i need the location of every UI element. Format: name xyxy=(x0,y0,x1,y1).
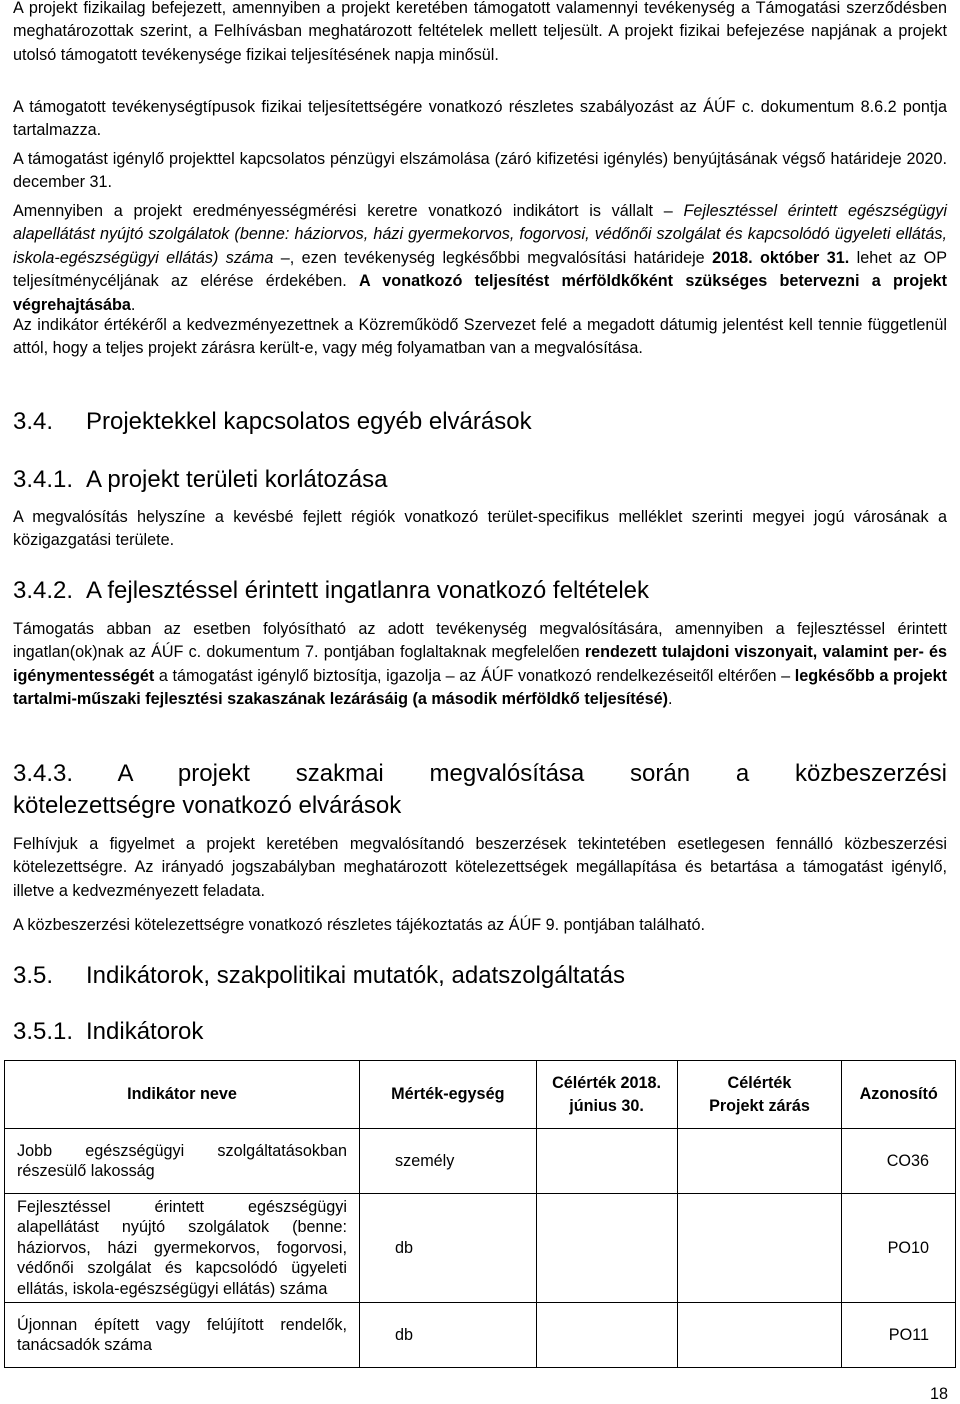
table-header-row xyxy=(5,1061,956,1129)
page-number: 18 xyxy=(929,1385,948,1403)
indicator-name-cell: Jobb egészségügyi szolgáltatásokban részesülő lakosság xyxy=(5,1129,360,1194)
indicator-name-italic: Fejlesztéssel érintett egészségügyi alapellátást nyújtó szolgálatok (benne: háziorvos, házi gyermekorvos, fogorvosi, védőnői szolgálat és kapcsolódó ügyeleti ellátás, iskola-egészségügyi ellátás) száma xyxy=(13,202,947,267)
identifier-cell: PO10 xyxy=(842,1194,956,1303)
paragraph-procurement-reference: A közbeszerzési kötelezettségre vonatkozó részletes tájékoztatás az ÁÚF 9. pontjában található. xyxy=(13,916,705,934)
table-row xyxy=(5,1129,956,1194)
target-2018-cell xyxy=(536,1129,677,1194)
heading-3-5-1: 3.5.1. Indikátorok xyxy=(13,1018,204,1045)
unit-cell: db xyxy=(360,1303,537,1368)
indicator-name-cell: Újonnan épített vagy felújított rendelők, tanácsadók száma xyxy=(5,1303,360,1368)
target-closing-cell xyxy=(677,1194,842,1303)
header-target-2018: Célérték 2018. június 30. xyxy=(536,1061,677,1129)
header-unit: Mérték-egység xyxy=(360,1061,537,1129)
header-indicator-name: Indikátor neve xyxy=(5,1061,360,1129)
heading-3-4: 3.4. Projektekkel kapcsolatos egyéb elvárások xyxy=(13,408,532,435)
paragraph-property-conditions: Támogatás abban az esetben folyósítható az adott tevékenység megvalósítására, amennyiben a fejlesztéssel érintett ingatlan(ok)nak az ÁÚF c. dokumentum 7. pontjában foglaltaknak megfelelően rendezett tulajdoni viszonyait, valamint per- és igénymentességét a támogatást igénylő biztosítja, igazolja – az ÁÚF vonatkozó rendelkezéseitől eltérően – legkésőbb a projekt tartalmi-műszaki fejlesztési szakaszának lezárásáig (a második mérföldkő teljesítésé). xyxy=(13,620,947,709)
paragraph-activity-rules: A támogatott tevékenységtípusok fizikai teljesítettségére vonatkozó részletes szabályozást az ÁÚF c. dokumentum 8.6.2 pontja tartalmazza. xyxy=(13,98,947,140)
target-closing-cell xyxy=(677,1129,842,1194)
identifier-cell: PO11 xyxy=(842,1303,956,1368)
deadline-date: 2018. október 31. xyxy=(712,248,850,267)
identifier-cell: CO36 xyxy=(842,1129,956,1194)
heading-3-4-1: 3.4.1. A projekt területi korlátozása xyxy=(13,466,388,493)
target-2018-cell xyxy=(536,1303,677,1368)
target-closing-cell xyxy=(677,1303,842,1368)
indicator-table xyxy=(4,1060,956,1368)
paragraph-project-completion: A projekt fizikailag befejezett, amennyiben a projekt keretében támogatott valamennyi tevékenység a Támogatási szerződésben meghatározottak szerint, a Felhívásban meghatározott feltételek mellett teljesült. A projekt fizikai befejezése napjának a projekt utolsó támogatott tevékenysége fizikai teljesítésének napja minősül. xyxy=(13,0,947,64)
header-target-closing: Célérték Projekt zárás xyxy=(677,1061,842,1129)
paragraph-indicator-report: Az indikátor értékéről a kedvezményezettnek a Közreműködő Szervezet felé a megadott dátumig jelentést kell tennie függetlenül attól, hogy a teljes projekt zárásra került-e, vagy még folyamatban van a megvalósítása. xyxy=(13,316,947,358)
indicator-name-cell: Fejlesztéssel érintett egészségügyi alapellátást nyújtó szolgálatok (benne: háziorvos, házi gyermekorvos, fogorvosi, védőnői szolgálat és kapcsolódó ügyeleti ellátás, iskola-egészségügyi ellátás) száma xyxy=(5,1194,360,1303)
paragraph-final-deadline: A támogatást igénylő projekttel kapcsolatos pénzügyi elszámolása (záró kifizetési igénylés) benyújtásának végső határideje 2020. december 31. xyxy=(13,150,947,192)
heading-3-5: 3.5. Indikátorok, szakpolitikai mutatók, adatszolgáltatás xyxy=(13,962,625,989)
paragraph-location: A megvalósítás helyszíne a kevésbé fejlett régiók vonatkozó terület-specifikus melléklet szerinti megyei jogú városának a közigazgatási területe. xyxy=(13,508,947,550)
table-row xyxy=(5,1194,956,1303)
target-2018-cell xyxy=(536,1194,677,1303)
paragraph-procurement: Felhívjuk a figyelmet a projekt keretében megvalósítandó beszerzések tekintetében esetlegesen fennálló közbeszerzési kötelezettségre. Az irányadó jogszabályban meghatározott kötelezettségek megállapítása és betartása a támogatást igénylő, illetve a kedvezményezett feladata. xyxy=(13,835,947,900)
heading-3-4-3-line2: kötelezettségre vonatkozó elvárások xyxy=(13,792,402,819)
header-identifier: Azonosító xyxy=(842,1061,956,1129)
heading-3-4-3-line1: 3.4.3. A projekt szakmai megvalósítása során a közbeszerzési xyxy=(13,760,947,787)
heading-3-4-2: 3.4.2. A fejlesztéssel érintett ingatlanra vonatkozó feltételek xyxy=(13,577,649,604)
table-row xyxy=(5,1303,956,1368)
unit-cell: db xyxy=(360,1194,537,1303)
milestone-note: A vonatkozó teljesítést mérföldkőként szükséges betervezni a projekt végrehajtásába xyxy=(13,272,948,314)
unit-cell: személy xyxy=(360,1129,537,1194)
paragraph-indicator-deadline: Amennyiben a projekt eredményességmérési keretre vonatkozó indikátort is vállalt – Fejlesztéssel érintett egészségügyi alapellátást nyújtó szolgálatok (benne: háziorvos, házi gyermekorvos, fogorvosi, védőnői szolgálat és kapcsolódó ügyeleti ellátás, iskola-egészségügyi ellátás) száma –, ezen tevékenység legkésőbbi megvalósítási határideje 2018. október 31. lehet az OP teljesítménycéljának az elérése érdekében. A vonatkozó teljesítést mérföldkőként szükséges betervezni a projekt végrehajtásába. xyxy=(13,202,948,314)
